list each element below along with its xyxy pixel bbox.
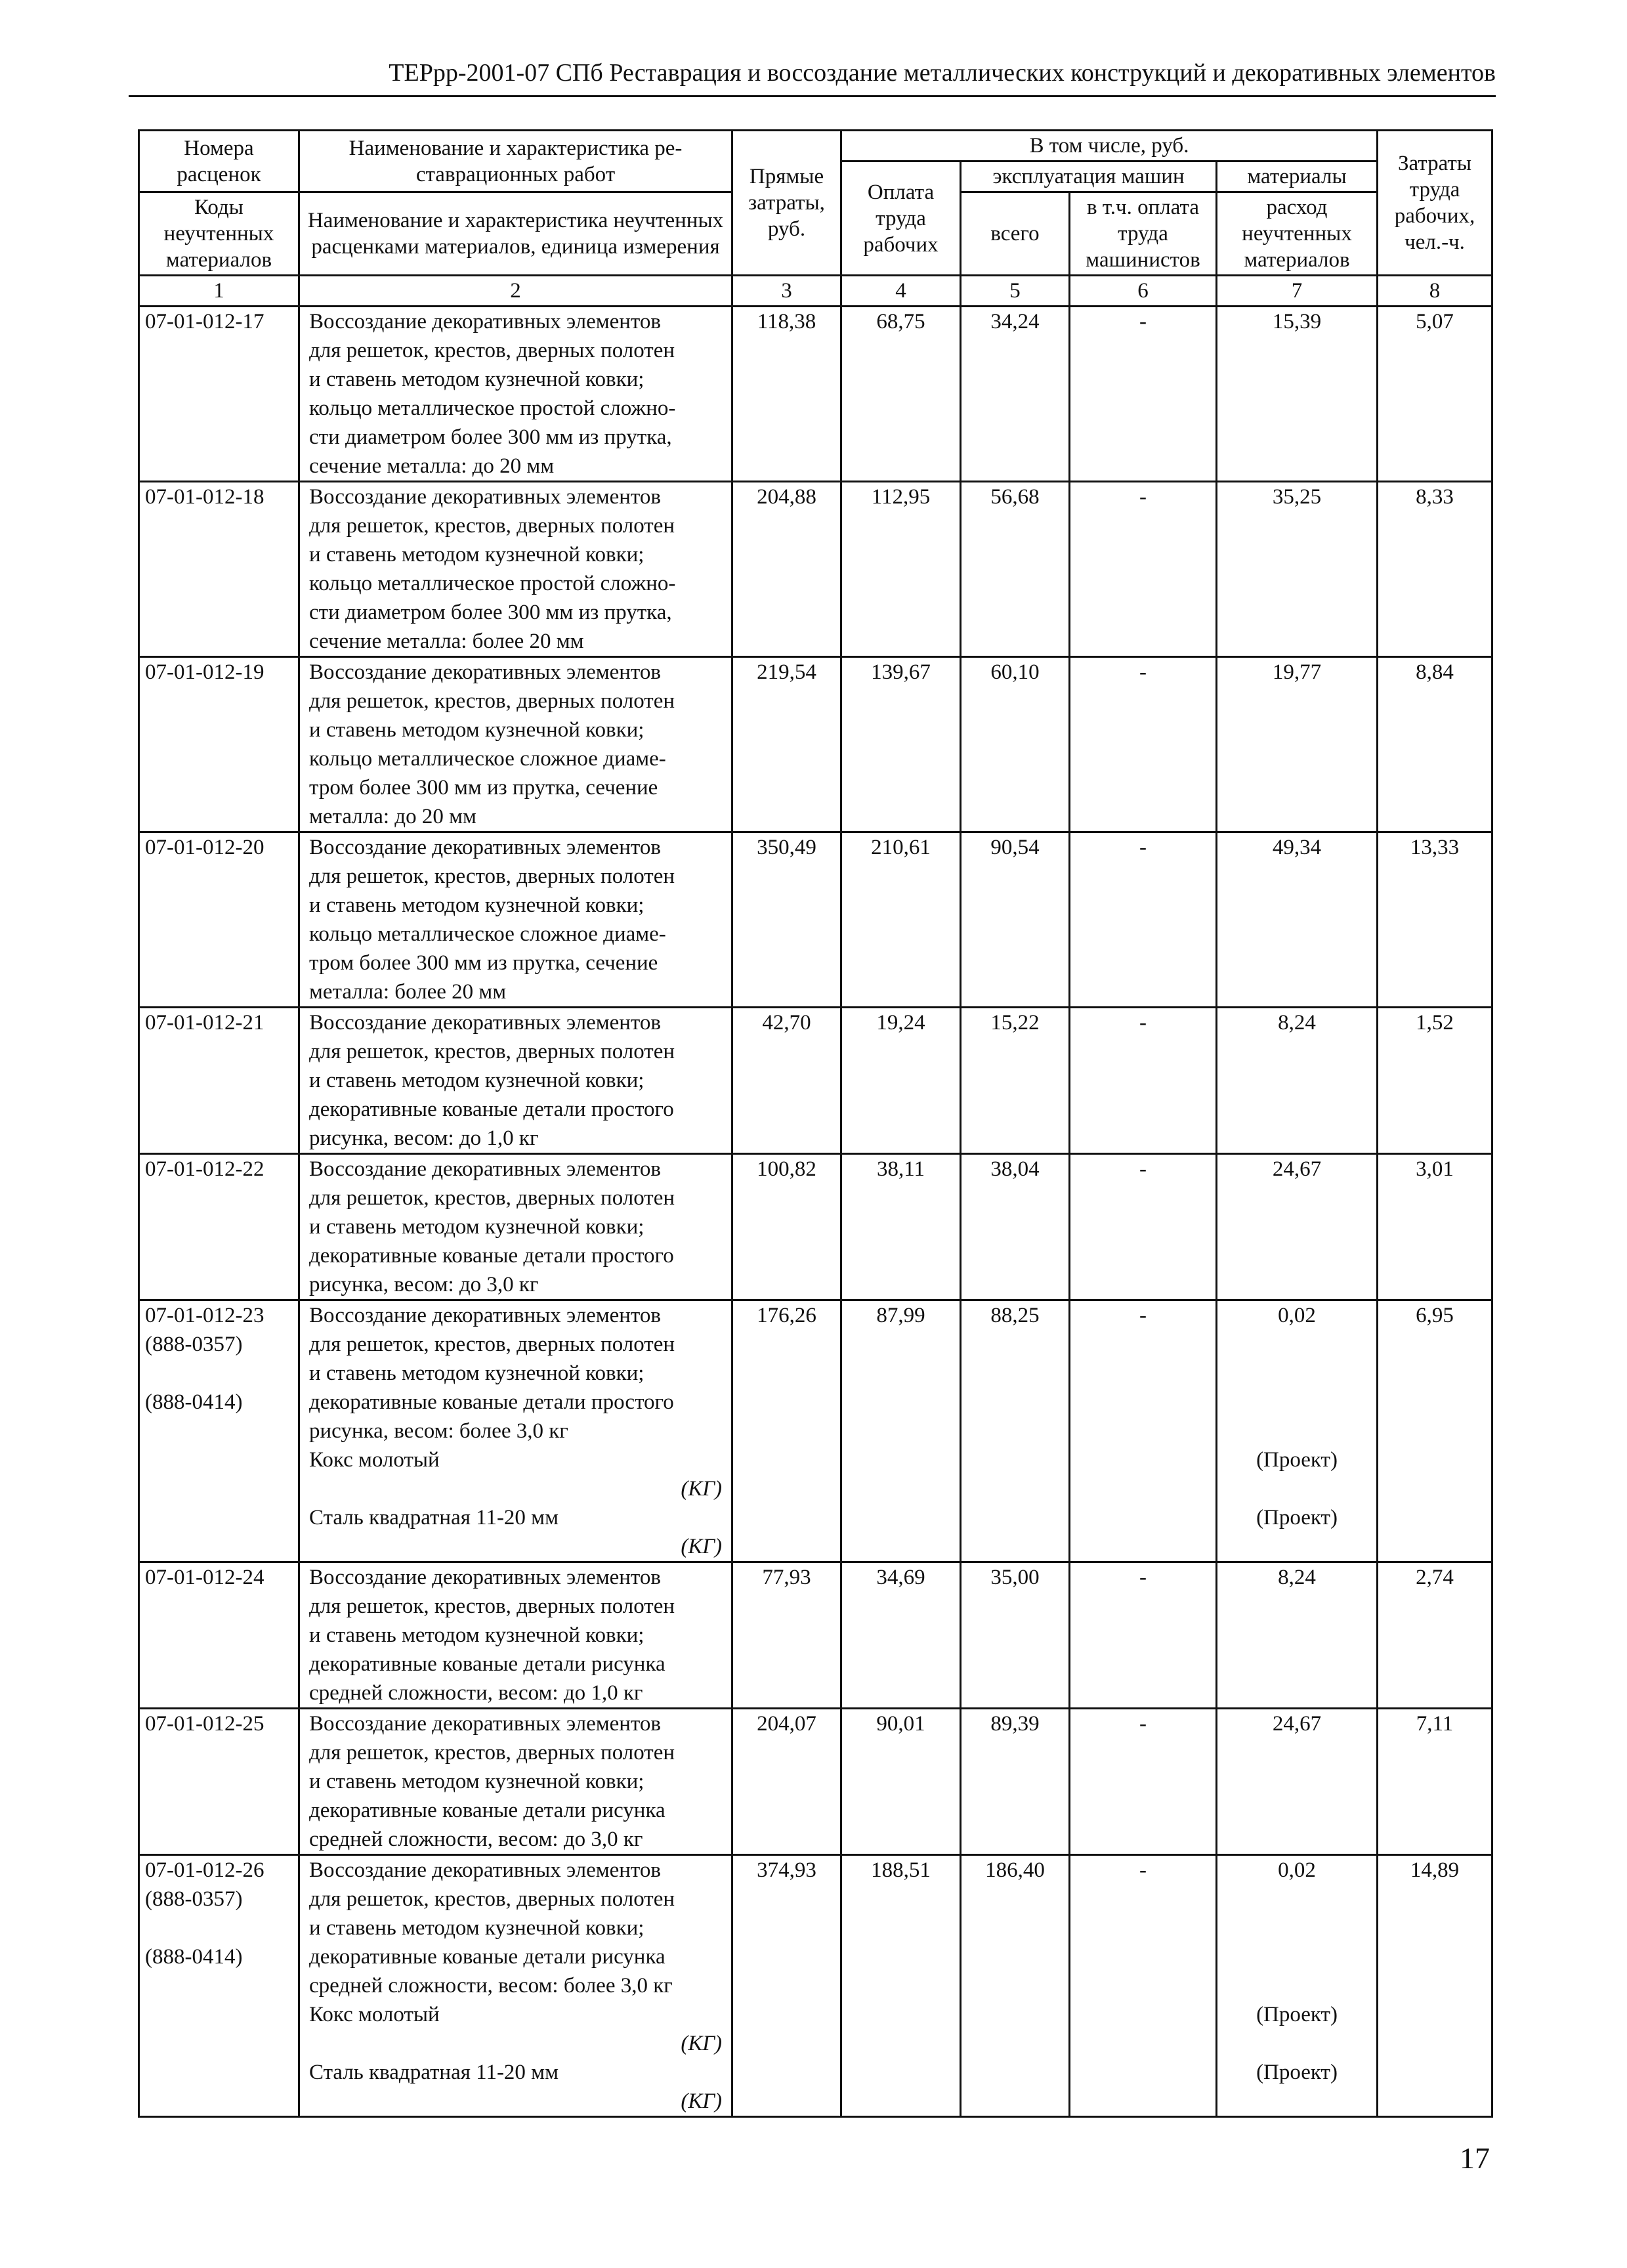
material-name: Сталь квадратная 11-20 мм — [309, 1506, 559, 1530]
description-line: для решеток, крестов, дверных полотен — [309, 1741, 675, 1765]
description-line: Воссоздание декоративных элементов — [309, 1712, 661, 1736]
materials-cost: 35,25 — [1272, 485, 1322, 509]
labor-cost-cell: 68,75 — [841, 307, 961, 482]
description-line: кольцо металлическое простой сложно- — [309, 572, 676, 595]
rates-table — [138, 129, 1493, 2118]
materials-cost: 19,77 — [1272, 660, 1322, 684]
column-number: 8 — [1378, 276, 1492, 307]
labor-hours-cell: 8,84 — [1378, 657, 1492, 832]
spacer — [1224, 1942, 1370, 1971]
spacer — [145, 1417, 291, 1445]
materials-cost-cell — [1217, 1008, 1378, 1154]
table-row — [139, 1154, 1492, 1300]
material-code: (888-0357) — [145, 1333, 243, 1356]
rate-code-cell — [139, 657, 299, 832]
column-number: 7 — [1217, 276, 1378, 307]
description-line: декоративные кованые детали простого — [309, 1244, 674, 1268]
labor-hours-cell: 14,89 — [1378, 1855, 1492, 2117]
machine-cost-cell: 35,00 — [961, 1562, 1070, 1709]
materials-cost-cell — [1217, 1154, 1378, 1300]
material-code: (888-0414) — [145, 1945, 243, 1969]
head-col8: Затраты труда рабочих, чел.-ч. — [1378, 131, 1492, 276]
head-col2-bottom: Наименование и характеристика неучтенных расценками материалов, единица измерения — [299, 192, 732, 276]
spacer — [145, 1359, 291, 1388]
labor-cost-cell: 139,67 — [841, 657, 961, 832]
material-name: Кокс молотый — [309, 1448, 440, 1472]
machine-cost-cell: 89,39 — [961, 1709, 1070, 1855]
spacer — [1224, 1971, 1370, 2000]
rate-code-cell — [139, 1008, 299, 1154]
description-line: кольцо металлическое простой сложно- — [309, 396, 676, 420]
rate-description-cell — [299, 1709, 732, 1855]
materials-cost-cell — [1217, 307, 1378, 482]
description-line: металла: более 20 мм — [309, 980, 507, 1004]
labor-hours-cell: 3,01 — [1378, 1154, 1492, 1300]
material-note: (Проект) — [1256, 1448, 1338, 1472]
description-line: для решеток, крестов, дверных полотен — [309, 1333, 675, 1356]
head-col6: в т.ч. оплата труда машинистов — [1070, 192, 1217, 276]
rate-code: 07-01-012-24 — [145, 1566, 264, 1589]
labor-cost-cell: 87,99 — [841, 1300, 961, 1562]
column-number: 6 — [1070, 276, 1217, 307]
description-line: декоративные кованые детали рисунка — [309, 1945, 666, 1969]
labor-cost-cell: 210,61 — [841, 832, 961, 1008]
description-line: средней сложности, весом: более 3,0 кг — [309, 1974, 673, 1998]
machinist-labor-cell: - — [1070, 482, 1217, 657]
rate-code: 07-01-012-22 — [145, 1157, 264, 1181]
description-line: рисунка, весом: до 3,0 кг — [309, 1273, 539, 1296]
description-line: и ставень методом кузнечной ковки; — [309, 368, 644, 391]
spacer — [1224, 1330, 1370, 1359]
direct-cost-cell: 204,07 — [732, 1709, 841, 1855]
materials-cost-cell — [1217, 1855, 1378, 2117]
rate-code-cell — [139, 1562, 299, 1709]
direct-cost-cell: 219,54 — [732, 657, 841, 832]
table-row — [139, 1709, 1492, 1855]
material-unit: (КГ) — [681, 2089, 722, 2113]
description-line: и ставень методом кузнечной ковки; — [309, 1623, 644, 1647]
column-number: 2 — [299, 276, 732, 307]
description-line: тром более 300 мм из прутка, сечение — [309, 951, 658, 975]
description-line: средней сложности, весом: до 1,0 кг — [309, 1681, 643, 1705]
description-line: Воссоздание декоративных элементов — [309, 485, 661, 509]
materials-cost: 0,02 — [1278, 1858, 1316, 1882]
spacer — [1224, 1885, 1370, 1914]
rate-code: 07-01-012-20 — [145, 836, 264, 859]
description-line: Воссоздание декоративных элементов — [309, 1157, 661, 1181]
description-line: для решеток, крестов, дверных полотен — [309, 1887, 675, 1911]
machinist-labor-cell: - — [1070, 307, 1217, 482]
description-line: средней сложности, весом: до 3,0 кг — [309, 1828, 643, 1851]
machine-cost-cell: 15,22 — [961, 1008, 1070, 1154]
description-line: декоративные кованые детали простого — [309, 1098, 674, 1121]
rates-table-body — [139, 307, 1492, 2117]
rate-description-cell — [299, 1562, 732, 1709]
material-note: (Проект) — [1256, 2061, 1338, 2084]
materials-cost: 8,24 — [1278, 1566, 1316, 1589]
description-line: Воссоздание декоративных элементов — [309, 1858, 661, 1882]
machinist-labor-cell: - — [1070, 1855, 1217, 2117]
materials-cost-cell — [1217, 1300, 1378, 1562]
description-line: рисунка, весом: более 3,0 кг — [309, 1419, 568, 1443]
labor-hours-cell: 1,52 — [1378, 1008, 1492, 1154]
labor-hours-cell: 5,07 — [1378, 307, 1492, 482]
rate-description-cell — [299, 657, 732, 832]
materials-cost-cell — [1217, 657, 1378, 832]
description-line: и ставень методом кузнечной ковки; — [309, 1770, 644, 1793]
spacer — [1224, 2029, 1370, 2058]
table-row — [139, 1300, 1492, 1562]
material-unit: (КГ) — [681, 2032, 722, 2055]
spacer — [1224, 2087, 1370, 2116]
description-line: Воссоздание декоративных элементов — [309, 1566, 661, 1589]
direct-cost-cell: 77,93 — [732, 1562, 841, 1709]
description-line: декоративные кованые детали рисунка — [309, 1652, 666, 1676]
head-col1-bottom: Коды неучтенных материалов — [139, 192, 299, 276]
direct-cost-cell: 118,38 — [732, 307, 841, 482]
rate-code: 07-01-012-26 — [145, 1858, 264, 1882]
spacer — [145, 1971, 291, 2000]
materials-cost-cell — [1217, 1709, 1378, 1855]
column-number: 3 — [732, 276, 841, 307]
description-line: и ставень методом кузнечной ковки; — [309, 718, 644, 742]
labor-cost-cell: 19,24 — [841, 1008, 961, 1154]
material-name: Сталь квадратная 11-20 мм — [309, 2061, 559, 2084]
head-col4: Оплата труда рабочих — [841, 161, 961, 276]
machine-cost-cell: 38,04 — [961, 1154, 1070, 1300]
description-line: для решеток, крестов, дверных полотен — [309, 865, 675, 888]
machinist-labor-cell: - — [1070, 1562, 1217, 1709]
head-machines: эксплуатация машин — [961, 161, 1217, 192]
rate-description-cell — [299, 832, 732, 1008]
direct-cost-cell: 374,93 — [732, 1855, 841, 2117]
materials-cost: 8,24 — [1278, 1011, 1316, 1035]
description-line: кольцо металлическое сложное диаме- — [309, 747, 666, 771]
description-line: сти диаметром более 300 мм из прутка, — [309, 601, 672, 624]
rate-description-cell — [299, 1008, 732, 1154]
description-line: рисунка, весом: до 1,0 кг — [309, 1126, 539, 1150]
materials-cost-cell — [1217, 482, 1378, 657]
material-note: (Проект) — [1256, 2003, 1338, 2026]
description-line: Воссоздание декоративных элементов — [309, 1304, 661, 1327]
rate-description-cell — [299, 1855, 732, 2117]
materials-cost: 24,67 — [1272, 1712, 1322, 1736]
materials-cost-cell — [1217, 832, 1378, 1008]
spacer — [1224, 1914, 1370, 1942]
description-line: тром более 300 мм из прутка, сечение — [309, 776, 658, 800]
machine-cost-cell: 60,10 — [961, 657, 1070, 832]
labor-cost-cell: 38,11 — [841, 1154, 961, 1300]
description-line: и ставень методом кузнечной ковки; — [309, 893, 644, 917]
rate-code-cell — [139, 1154, 299, 1300]
description-line: и ставень методом кузнечной ковки; — [309, 1916, 644, 1940]
material-note: (Проект) — [1256, 1506, 1338, 1530]
description-line: Воссоздание декоративных элементов — [309, 1011, 661, 1035]
direct-cost-cell: 204,88 — [732, 482, 841, 657]
spacer — [1224, 1474, 1370, 1503]
materials-cost: 0,02 — [1278, 1304, 1316, 1327]
description-line: Воссоздание декоративных элементов — [309, 660, 661, 684]
description-line: металла: до 20 мм — [309, 805, 476, 828]
table-row — [139, 1562, 1492, 1709]
labor-hours-cell: 2,74 — [1378, 1562, 1492, 1709]
page-number: 17 — [1460, 2141, 1490, 2175]
machine-cost-cell: 88,25 — [961, 1300, 1070, 1562]
rate-code-cell — [139, 1300, 299, 1562]
labor-hours-cell: 7,11 — [1378, 1709, 1492, 1855]
machine-cost-cell: 56,68 — [961, 482, 1070, 657]
column-number: 1 — [139, 276, 299, 307]
rate-code: 07-01-012-18 — [145, 485, 264, 509]
spacer — [1224, 1532, 1370, 1561]
labor-cost-cell: 188,51 — [841, 1855, 961, 2117]
header-rule — [129, 95, 1496, 97]
rate-description-cell — [299, 307, 732, 482]
materials-cost-cell — [1217, 1562, 1378, 1709]
rate-code-cell — [139, 1855, 299, 2117]
spacer — [145, 1914, 291, 1942]
head-col2-top: Наименование и характеристика ре-ставрационных работ — [299, 131, 732, 192]
rate-description-cell — [299, 482, 732, 657]
direct-cost-cell: 42,70 — [732, 1008, 841, 1154]
page-header-title: ТЕРрр-2001-07 СПб Реставрация и воссоздание металлических конструкций и декоративных элементов — [389, 59, 1496, 87]
material-code: (888-0414) — [145, 1390, 243, 1414]
material-unit: (КГ) — [681, 1535, 722, 1558]
table-row — [139, 1008, 1492, 1154]
description-line: декоративные кованые детали рисунка — [309, 1799, 666, 1822]
rate-code: 07-01-012-21 — [145, 1011, 264, 1035]
head-group: В том числе, руб. — [841, 131, 1378, 161]
labor-hours-cell: 13,33 — [1378, 832, 1492, 1008]
labor-hours-cell: 6,95 — [1378, 1300, 1492, 1562]
machine-cost-cell: 90,54 — [961, 832, 1070, 1008]
machinist-labor-cell: - — [1070, 1154, 1217, 1300]
head-col1-top: Номера расценок — [139, 131, 299, 192]
description-line: сечение металла: до 20 мм — [309, 454, 555, 478]
description-line: и ставень методом кузнечной ковки; — [309, 1361, 644, 1385]
description-line: декоративные кованые детали простого — [309, 1390, 674, 1414]
description-line: сти диаметром более 300 мм из прутка, — [309, 425, 672, 449]
head-col7: расход неучтенных материалов — [1217, 192, 1378, 276]
spacer — [1224, 1417, 1370, 1445]
description-line: и ставень методом кузнечной ковки; — [309, 1069, 644, 1092]
table-row — [139, 482, 1492, 657]
rate-code-cell — [139, 832, 299, 1008]
direct-cost-cell: 350,49 — [732, 832, 841, 1008]
rate-code: 07-01-012-17 — [145, 310, 264, 333]
materials-cost: 24,67 — [1272, 1157, 1322, 1181]
direct-cost-cell: 100,82 — [732, 1154, 841, 1300]
material-name: Кокс молотый — [309, 2003, 440, 2026]
spacer — [1224, 1388, 1370, 1417]
spacer — [1224, 1359, 1370, 1388]
description-line: сечение металла: более 20 мм — [309, 630, 584, 653]
description-line: для решеток, крестов, дверных полотен — [309, 689, 675, 713]
description-line: для решеток, крестов, дверных полотен — [309, 339, 675, 362]
table-row — [139, 307, 1492, 482]
description-line: кольцо металлическое сложное диаме- — [309, 922, 666, 946]
machinist-labor-cell: - — [1070, 657, 1217, 832]
material-unit: (КГ) — [681, 1477, 722, 1501]
machinist-labor-cell: - — [1070, 1008, 1217, 1154]
description-line: для решеток, крестов, дверных полотен — [309, 1186, 675, 1210]
machinist-labor-cell: - — [1070, 832, 1217, 1008]
column-number: 4 — [841, 276, 961, 307]
rate-description-cell — [299, 1154, 732, 1300]
labor-cost-cell: 112,95 — [841, 482, 961, 657]
head-col5: всего — [961, 192, 1070, 276]
rate-code: 07-01-012-23 — [145, 1304, 264, 1327]
machinist-labor-cell: - — [1070, 1709, 1217, 1855]
description-line: для решеток, крестов, дверных полотен — [309, 514, 675, 538]
table-row — [139, 657, 1492, 832]
table-row — [139, 832, 1492, 1008]
rate-description-cell — [299, 1300, 732, 1562]
description-line: и ставень методом кузнечной ковки; — [309, 1215, 644, 1239]
rate-code-cell — [139, 307, 299, 482]
materials-cost: 15,39 — [1272, 310, 1322, 333]
materials-cost: 49,34 — [1272, 836, 1322, 859]
rate-code: 07-01-012-19 — [145, 660, 264, 684]
description-line: для решеток, крестов, дверных полотен — [309, 1594, 675, 1618]
description-line: Воссоздание декоративных элементов — [309, 310, 661, 333]
rate-code: 07-01-012-25 — [145, 1712, 264, 1736]
description-line: и ставень методом кузнечной ковки; — [309, 543, 644, 567]
labor-cost-cell: 90,01 — [841, 1709, 961, 1855]
rate-code-cell — [139, 482, 299, 657]
column-number-row — [139, 276, 1492, 307]
description-line: для решеток, крестов, дверных полотен — [309, 1040, 675, 1063]
direct-cost-cell: 176,26 — [732, 1300, 841, 1562]
material-code: (888-0357) — [145, 1887, 243, 1911]
machine-cost-cell: 34,24 — [961, 307, 1070, 482]
head-materials: материалы — [1217, 161, 1378, 192]
machinist-labor-cell: - — [1070, 1300, 1217, 1562]
description-line: Воссоздание декоративных элементов — [309, 836, 661, 859]
labor-hours-cell: 8,33 — [1378, 482, 1492, 657]
machine-cost-cell: 186,40 — [961, 1855, 1070, 2117]
column-number: 5 — [961, 276, 1070, 307]
rate-code-cell — [139, 1709, 299, 1855]
labor-cost-cell: 34,69 — [841, 1562, 961, 1709]
table-row — [139, 1855, 1492, 2117]
head-col3: Прямые затраты, руб. — [732, 131, 841, 276]
